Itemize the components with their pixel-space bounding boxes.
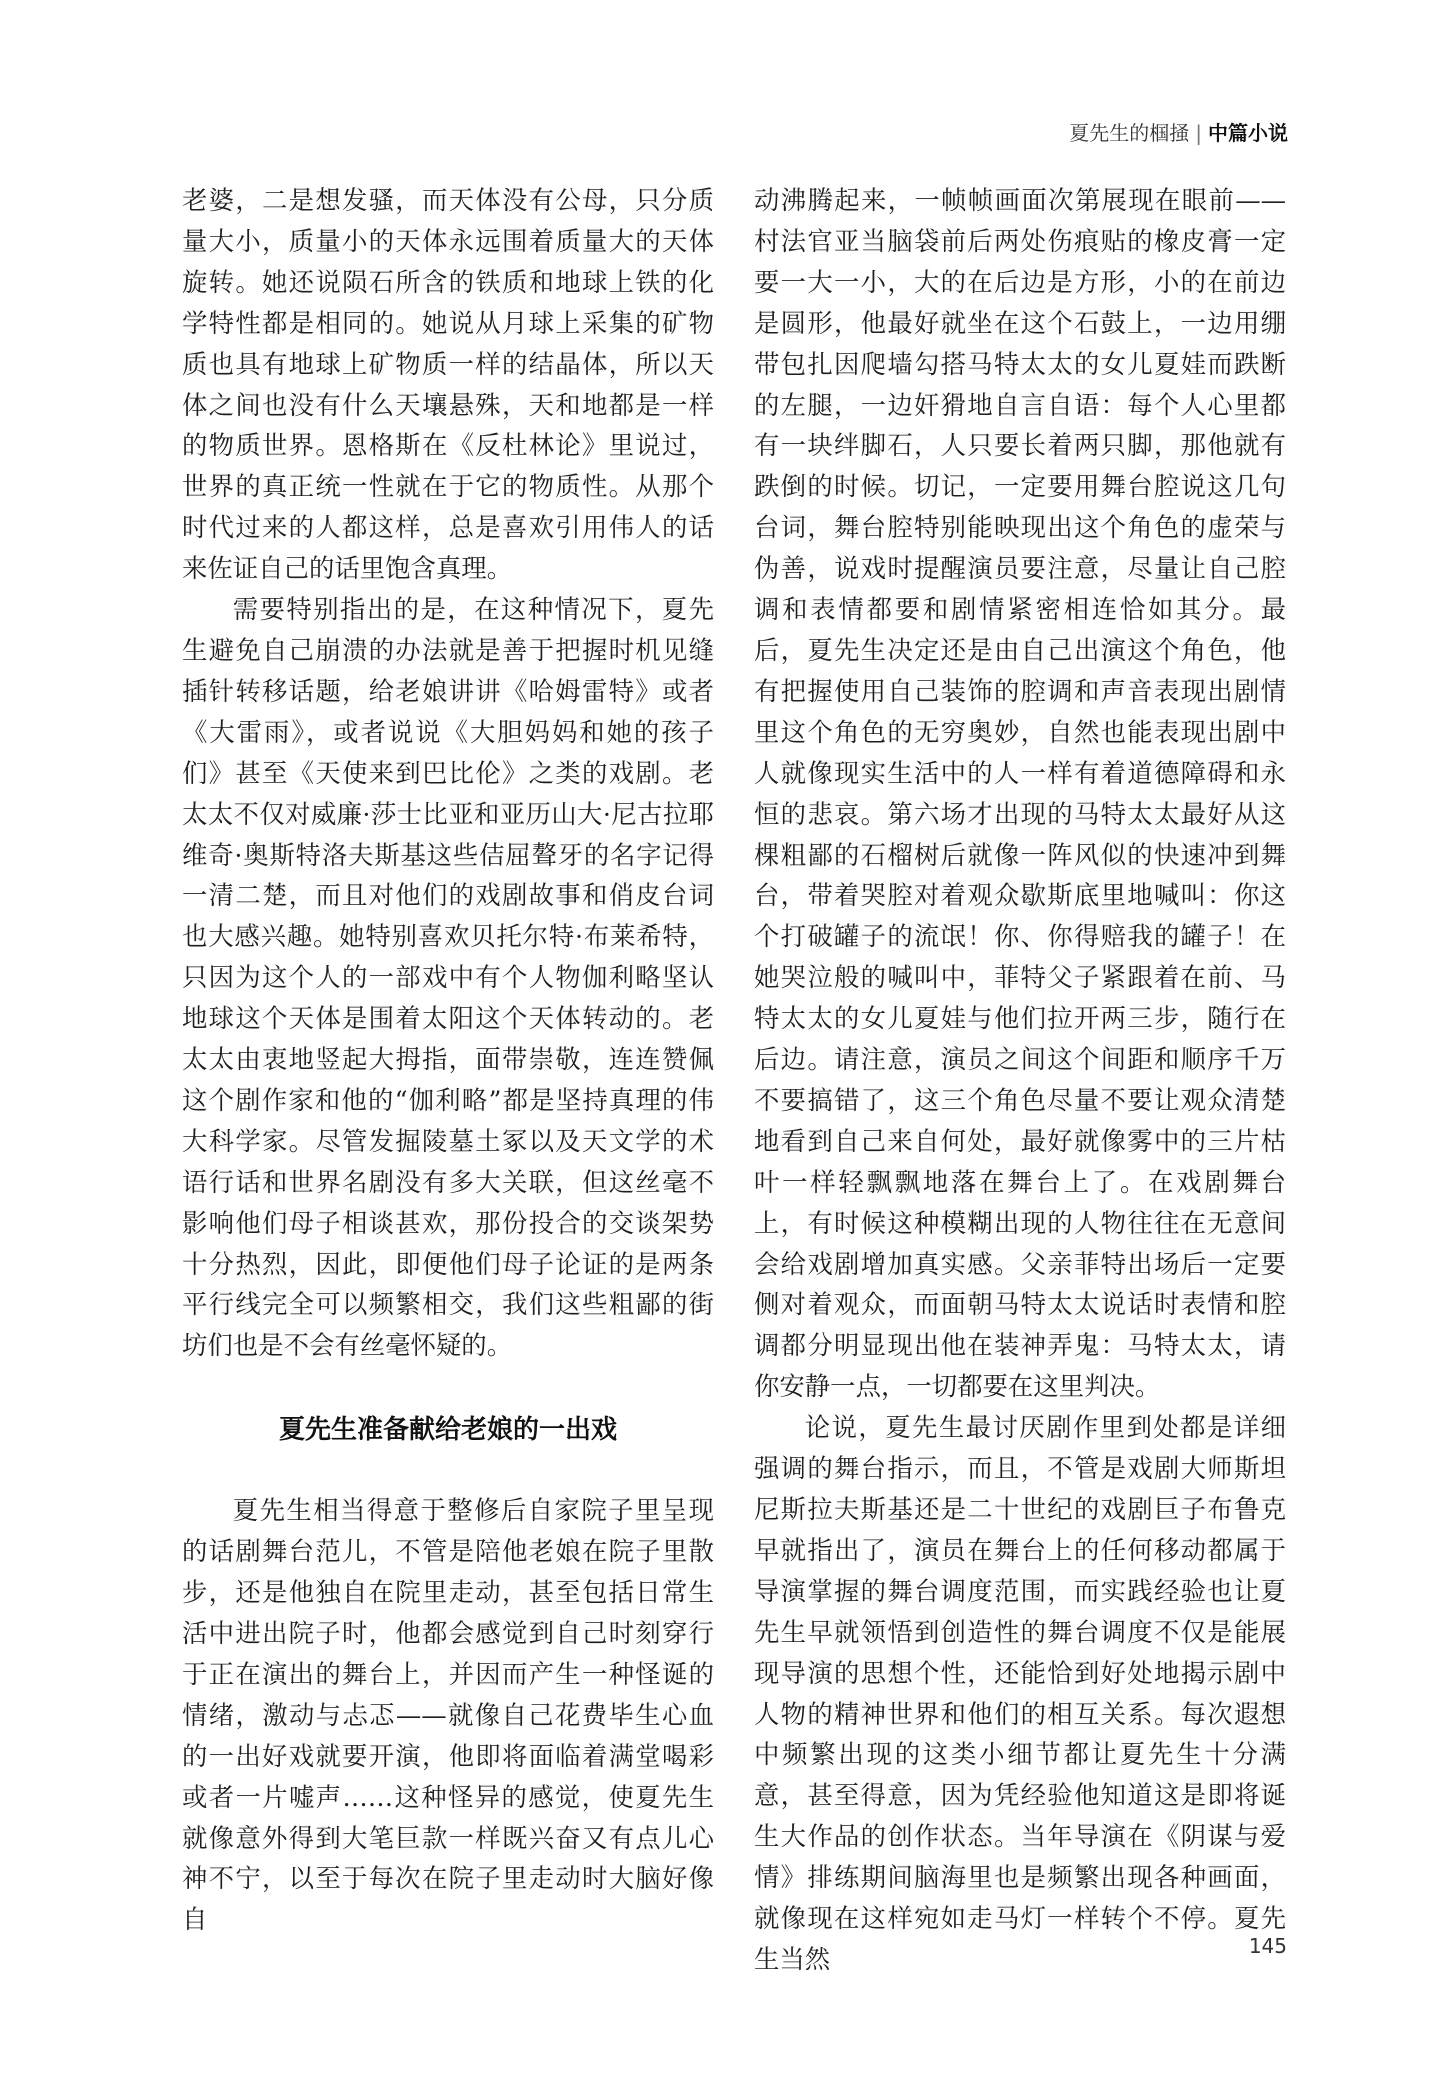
page-number: 145 bbox=[1248, 1934, 1287, 1958]
running-title: 夏先生的椢掻 bbox=[1069, 121, 1190, 145]
section-subheading: 夏先生准备献给老娘的一出戏 bbox=[278, 1415, 617, 1446]
body-paragraph: 论说，夏先生最讨厌剧作里到处都是详细强调的舞台指示，而且，不管是戏剧大师斯坦尼斯拉夫斯基还是二十世纪的戏剧巨子布鲁克早就指出了，演员在舞台上的任何移动都属于导演掌握的舞台调度范围，而实践经验也让夏先生早就领悟到创造性的舞台调度不仅是能展现导演的思想个性，还能恰到好处地揭示剧中人物的精神世界和他们的相互关系。每次遐想中频繁出现的这类小细节都让夏先生十分满意，甚至得意，因为凭经验他知道这是即将诞生大作品的创作状态。当年导演在《阴谋与爱情》排练期间脑海里也是频繁出现各种画面，就像现在这样宛如走马灯一样转个不停。夏先生当然 bbox=[754, 1412, 1286, 1974]
body-paragraph: 动沸腾起来，一帧帧画面次第展现在眼前——村法官亚当脑袋前后两处伤痕贴的橡皮膏一定要一大一小，大的在后边是方形，小的在前边是圆形，他最好就坐在这个石鼓上，一边用绷带包扎因爬墙勾搭马特太太的女儿夏娃而跌断的左腿，一边奸猾地自言自语：每个人心里都有一块绊脚石，人只要长着两只脚，那他就有跌倒的时候。切记，一定要用舞台腔说这几句台词，舞台腔特别能映现出这个角色的虚荣与伪善，说戏时提醒演员要注意，尽量让自己腔调和表情都要和剧情紧密相连恰如其分。最后，夏先生决定还是由自己出演这个角色，他有把握使用自己装饰的腔调和声音表现出剧情里这个角色的无穷奥妙，自然也能表现出剧中人就像现实生活中的人一样有着道德障碍和永恒的悲哀。第六场才出现的马特太太最好从这棵粗鄙的石榴树后就像一阵风似的快速冲到舞台，带着哭腔对着观众歇斯底里地喊叫：你这个打破罐子的流氓！你、你得赔我的罐子！在她哭泣般的喊叫中，菲特父子紧跟着在前、马特太太的女儿夏娃与他们拉开两三步，随行在后边。请注意，演员之间这个间距和顺序千万不要搞错了，这三个角色尽量不要让观众清楚地看到自己来自何处，最好就像雾中的三片枯叶一样轻飘飘地落在舞台上了。在戏剧舞台上，有时候这种模糊出现的人物往往在无意间会给戏剧增加真实感。父亲菲特出场后一定要侧对着观众，而面朝马特太太说话时表情和腔调都分明显现出他在装神弄鬼：马特太太，请你安静一点，一切都要在这里判决。 bbox=[754, 185, 1286, 1402]
header-separator: | bbox=[1195, 121, 1202, 145]
body-paragraph: 老婆，二是想发骚，而天体没有公母，只分质量大小，质量小的天体永远围着质量大的天体旋转。她还说陨石所含的铁质和地球上铁的化学特性都是相同的。她说从月球上采集的矿物质也具有地球上矿物质一样的结晶体，所以天体之间也没有什么天壤悬殊，天和地都是一样的物质世界。恩格斯在《反杜林论》里说过，世界的真正统一性就在于它的物质性。从那个时代过来的人都这样，总是喜欢引用伟人的话来佐证自己的话里饱含真理。 bbox=[182, 185, 714, 584]
right-column bbox=[754, 180, 1286, 1980]
body-paragraph: 夏先生相当得意于整修后自家院子里呈现的话剧舞台范儿，不管是陪他老娘在院子里散步，还是他独自在院里走动，甚至包括日常生活中进出院子时，他都会感觉到自己时刻穿行于正在演出的舞台上，并因而产生一种怪诞的情绪，激动与忐忑——就像自己花费毕生心血的一出好戏就要开演，他即将面临着满堂喝彩或者一片嘘声……这种怪异的感觉，使夏先生就像意外得到大笔巨款一样既兴奋又有点儿心神不宁，以至于每次在院子里走动时大脑好像自 bbox=[182, 1495, 714, 1935]
left-column bbox=[182, 180, 714, 1940]
running-header bbox=[1069, 118, 1288, 148]
section-label: 中篇小说 bbox=[1208, 121, 1288, 145]
body-paragraph: 需要特别指出的是，在这种情况下，夏先生避免自己崩溃的办法就是善于把握时机见缝插针转移话题，给老娘讲讲《哈姆雷特》或者《大雷雨》，或者说说《大胆妈妈和她的孩子们》甚至《天使来到巴比伦》之类的戏剧。老太太不仅对威廉·莎士比亚和亚历山大·尼古拉耶维奇·奥斯特洛夫斯基这些佶屈聱牙的名字记得一清二楚，而且对他们的戏剧故事和俏皮台词也大感兴趣。她特别喜欢贝托尔特·布莱希特，只因为这个人的一部戏中有个人物伽利略坚认地球这个天体是围着太阳这个天体转动的。老太太由衷地竖起大拇指，面带崇敬，连连赞佩这个剧作家和他的“伽利略”都是坚持真理的伟大科学家。尽管发掘陵墓土冢以及天文学的术语行话和世界名剧没有多大关联，但这丝毫不影响他们母子相谈甚欢，那份投合的交谈架势十分热烈，因此，即便他们母子论证的是两条平行线完全可以频繁相交，我们这些粗鄙的街坊们也是不会有丝毫怀疑的。 bbox=[182, 594, 714, 1361]
